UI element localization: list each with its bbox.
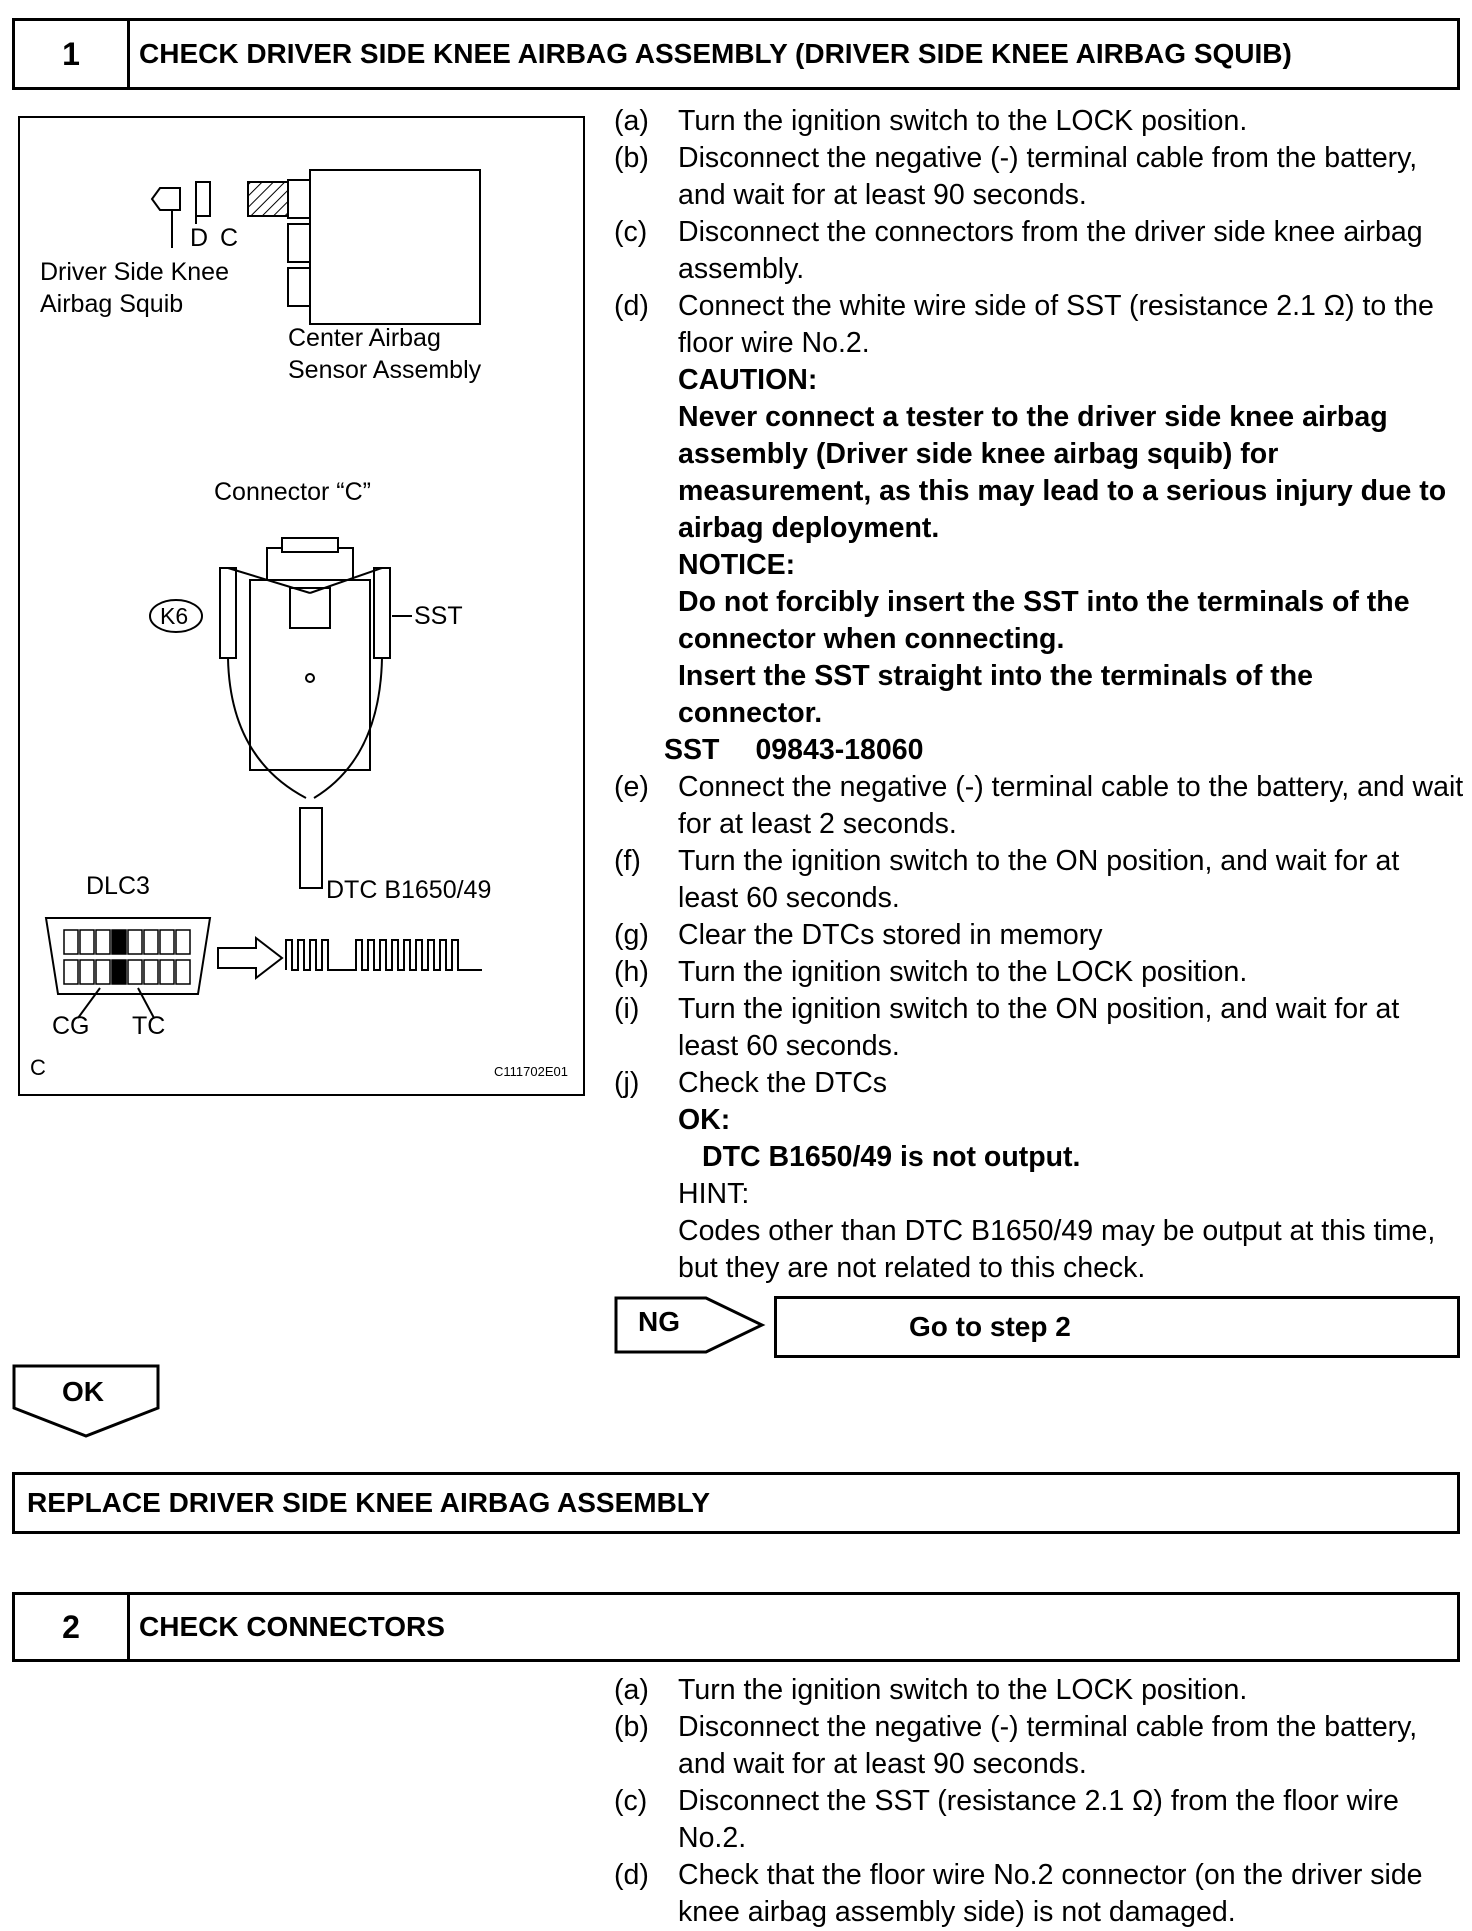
ng-arrow bbox=[614, 1296, 766, 1354]
squib-label-1: Driver Side Knee bbox=[40, 258, 229, 286]
list-item: (g) Clear the DTCs stored in memory bbox=[614, 919, 1103, 951]
ng-label: NG bbox=[638, 1306, 680, 1337]
dtc-label: DTC B1650/49 bbox=[326, 876, 492, 904]
connector-c-label: Connector “C” bbox=[214, 478, 371, 506]
list-item: (b) Disconnect the negative (-) terminal cable from the battery, and wait for at least 90 seconds. bbox=[614, 142, 1418, 211]
caution-title: CAUTION: bbox=[678, 364, 818, 396]
list-item: (c) Disconnect the SST (resistance 2.1 Ω) from the floor wire No.2. bbox=[614, 1785, 1399, 1854]
squib-label-2: Airbag Squib bbox=[40, 290, 184, 318]
replace-title: REPLACE DRIVER SIDE KNEE AIRBAG ASSEMBLY bbox=[27, 1487, 710, 1518]
notice-title: NOTICE: bbox=[678, 549, 796, 581]
list-item: (h) Turn the ignition switch to the LOCK position. bbox=[614, 956, 1248, 988]
step-number: 2 bbox=[15, 1595, 130, 1659]
caution-text: Never connect a tester to the driver side knee airbag assembly (Driver side knee airbag squib) for measurement, as this may lead to a serious injury due to airbag deployment. bbox=[678, 401, 1447, 544]
sst-label: SST bbox=[414, 602, 463, 630]
list-item: (d) Connect the white wire side of SST (resistance 2.1 Ω) to the floor wire No.2. bbox=[614, 290, 1434, 359]
step-title: CHECK CONNECTORS bbox=[139, 1611, 445, 1642]
notice-text-2: Insert the SST straight into the terminals of the connector. bbox=[678, 660, 1313, 729]
connector-diagram bbox=[18, 116, 585, 1096]
step-number: 1 bbox=[15, 21, 130, 87]
sensor-label-2: Sensor Assembly bbox=[288, 356, 482, 384]
dlc3-label: DLC3 bbox=[86, 872, 150, 900]
list-item: (j) Check the DTCs bbox=[614, 1067, 888, 1099]
list-item: (f) Turn the ignition switch to the ON position, and wait for at least 60 seconds. bbox=[614, 845, 1400, 914]
step2-instructions bbox=[614, 1672, 1464, 1931]
list-item: (a) Turn the ignition switch to the LOCK position. bbox=[614, 1674, 1248, 1706]
step-title: CHECK DRIVER SIDE KNEE AIRBAG ASSEMBLY (DRIVER SIDE KNEE AIRBAG SQUIB) bbox=[139, 38, 1292, 69]
goto-label: Go to step 2 bbox=[909, 1311, 1071, 1342]
k6-label: K6 bbox=[160, 603, 189, 629]
list-item: (d) Check that the floor wire No.2 connector (on the driver side knee airbag assembly side) is not damaged. bbox=[614, 1859, 1423, 1928]
goto-step2-button[interactable] bbox=[774, 1296, 1460, 1358]
hint-text: Codes other than DTC B1650/49 may be output at this time, but they are not related to this check. bbox=[678, 1215, 1436, 1284]
ok-text: DTC B1650/49 is not output. bbox=[702, 1141, 1081, 1173]
ok-label: OK bbox=[62, 1376, 104, 1407]
figure-code: C111702E01 bbox=[494, 1064, 568, 1079]
label-c: C bbox=[220, 224, 239, 252]
list-item: (e) Connect the negative (-) terminal cable to the battery, and wait for at least 2 seconds. bbox=[614, 771, 1464, 840]
cg-label: CG bbox=[52, 1012, 90, 1040]
sensor-label-1: Center Airbag bbox=[288, 324, 441, 352]
ok-title: OK: bbox=[678, 1104, 731, 1136]
tc-label: TC bbox=[132, 1012, 166, 1040]
label-d: D bbox=[190, 224, 209, 252]
step1-instructions bbox=[614, 103, 1464, 1287]
step1-header bbox=[12, 18, 1460, 90]
sst-reference: SST 09843-18060 bbox=[664, 734, 924, 766]
list-item: (i) Turn the ignition switch to the ON position, and wait for at least 60 seconds. bbox=[614, 993, 1400, 1062]
notice-text-1: Do not forcibly insert the SST into the terminals of the connector when connecting. bbox=[678, 586, 1410, 655]
step2-header bbox=[12, 1592, 1460, 1662]
list-item: (a) Turn the ignition switch to the LOCK position. bbox=[614, 105, 1248, 137]
list-item: (b) Disconnect the negative (-) terminal cable from the battery, and wait for at least 90 seconds. bbox=[614, 1711, 1418, 1780]
hint-title: HINT: bbox=[678, 1178, 750, 1210]
replace-header bbox=[12, 1472, 1460, 1534]
list-item: (c) Disconnect the connectors from the driver side knee airbag assembly. bbox=[614, 216, 1423, 285]
corner-label: C bbox=[30, 1055, 46, 1080]
